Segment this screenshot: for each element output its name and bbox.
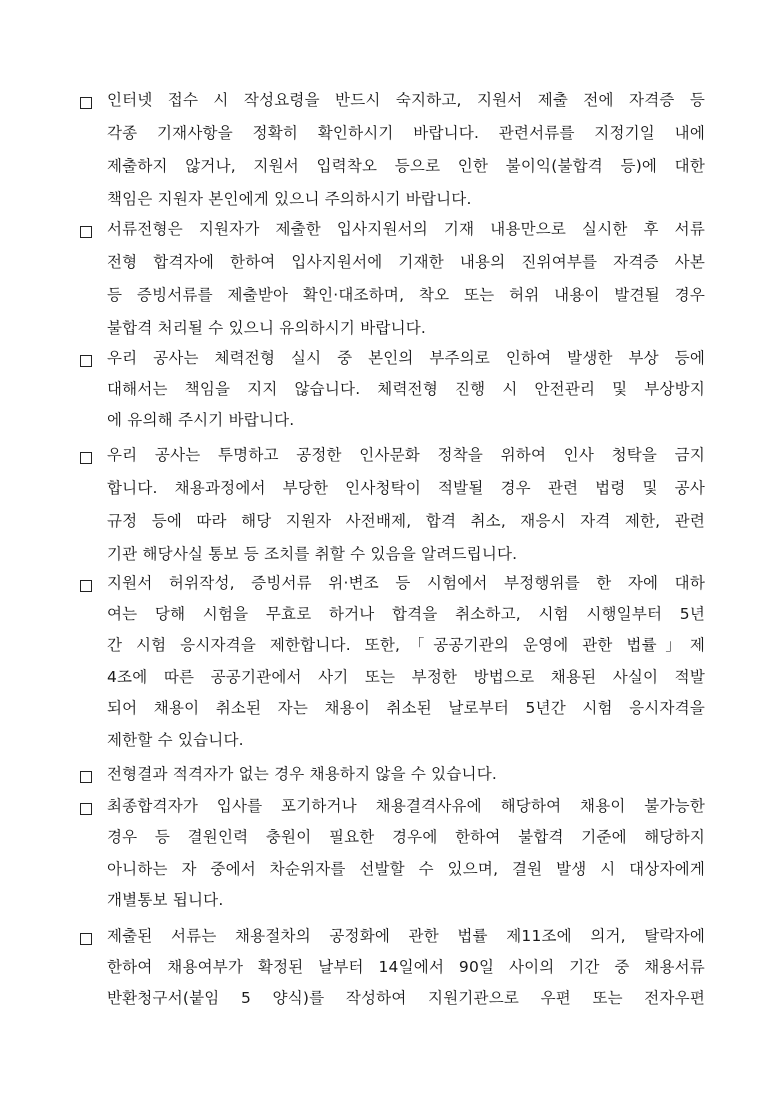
checkbox-icon	[80, 771, 92, 783]
checkbox-icon	[80, 803, 92, 815]
notice-line: 되어 채용이 취소된 자는 채용이 취소된 날로부터 5년간 시험 응시자격을	[107, 699, 705, 717]
notice-line: 우리 공사는 체력전형 실시 중 본인의 부주의로 인하여 발생한 부상 등에	[107, 349, 705, 367]
checkbox-icon	[80, 933, 92, 945]
notice-line: 책임은 지원자 본인에게 있으니 주의하시기 바랍니다.	[107, 190, 472, 208]
notice-line: 최종합격자가 입사를 포기하거나 채용결격사유에 해당하여 채용이 불가능한	[107, 797, 705, 815]
notice-line: 반환청구서(붙임 5 양식)를 작성하여 지원기관으로 우편 또는 전자우편	[107, 989, 705, 1007]
notice-line: 등 증빙서류를 제출받아 확인·대조하며, 착오 또는 허위 내용이 발견될 경우	[107, 286, 705, 304]
notice-line: 4조에 따른 공공기관에서 사기 또는 부정한 방법으로 채용된 사실이 적발	[107, 668, 705, 686]
checkbox-icon	[80, 226, 92, 238]
notice-line: 규정 등에 따라 해당 지원자 사전배제, 합격 취소, 재응시 자격 제한, 관련	[107, 512, 705, 530]
notice-line: 대해서는 책임을 지지 않습니다. 체력전형 진행 시 안전관리 및 부상방지	[107, 380, 705, 398]
notice-line: 제출된 서류는 채용절차의 공정화에 관한 법률 제11조에 의거, 탈락자에	[107, 927, 705, 945]
notice-line: 지원서 허위작성, 증빙서류 위·변조 등 시험에서 부정행위를 한 자에 대하	[107, 574, 705, 592]
notice-line: 우리 공사는 투명하고 공정한 인사문화 정착을 위하여 인사 청탁을 금지	[107, 446, 705, 464]
checkbox-icon	[80, 97, 92, 109]
notice-line: 각종 기재사항을 정확히 확인하시기 바랍니다. 관련서류를 지정기일 내에	[107, 124, 705, 142]
notice-line: 간 시험 응시자격을 제한합니다. 또한,「공공기관의 운영에 관한 법률」제	[107, 636, 705, 654]
notice-line: 아니하는 자 중에서 차순위자를 선발할 수 있으며, 결원 발생 시 대상자에게	[107, 860, 705, 878]
notice-line: 경우 등 결원인력 충원이 필요한 경우에 한하여 불합격 기준에 해당하지	[107, 828, 705, 846]
notice-line: 불합격 처리될 수 있으니 유의하시기 바랍니다.	[107, 319, 427, 337]
notice-line: 제한할 수 있습니다.	[107, 731, 244, 749]
notice-line: 기관 해당사실 통보 등 조치를 취할 수 있음을 알려드립니다.	[107, 545, 518, 563]
notice-line: 전형 합격자에 한하여 입사지원서에 기재한 내용의 진위여부를 자격증 사본	[107, 253, 705, 271]
notice-line: 전형결과 적격자가 없는 경우 채용하지 않을 수 있습니다.	[107, 765, 497, 783]
notice-line: 개별통보 됩니다.	[107, 891, 224, 909]
checkbox-icon	[80, 355, 92, 367]
notice-line: 여는 당해 시험을 무효로 하거나 합격을 취소하고, 시험 시행일부터 5년	[107, 605, 705, 623]
notice-line: 에 유의해 주시기 바랍니다.	[107, 411, 295, 429]
checkbox-icon	[80, 452, 92, 464]
notice-line: 한하여 채용여부가 확정된 날부터 14일에서 90일 사이의 기간 중 채용서류	[107, 958, 705, 976]
notice-line: 제출하지 않거나, 지원서 입력착오 등으로 인한 불이익(불합격 등)에 대한	[107, 157, 705, 175]
notice-line: 서류전형은 지원자가 제출한 입사지원서의 기재 내용만으로 실시한 후 서류	[107, 220, 705, 238]
notice-line: 인터넷 접수 시 작성요령을 반드시 숙지하고, 지원서 제출 전에 자격증 등	[107, 91, 705, 109]
notice-line: 합니다. 채용과정에서 부당한 인사청탁이 적발될 경우 관련 법령 및 공사	[107, 479, 705, 497]
checkbox-icon	[80, 580, 92, 592]
